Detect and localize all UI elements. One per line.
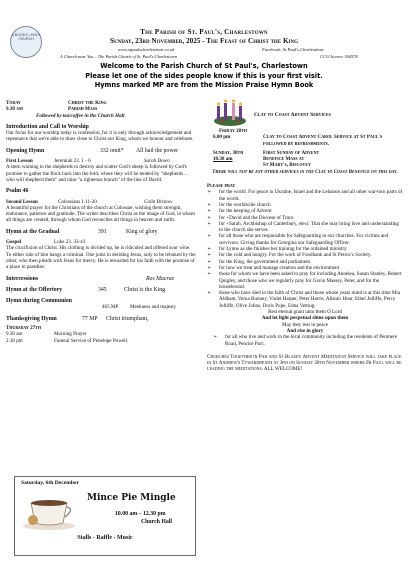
friday-time: 6.00 pm [213,134,231,141]
coffee-cup-icon [21,493,77,531]
service-time: 9.30 am [6,106,23,113]
thursday-time-2: 2.30 pm [6,337,23,344]
welcome-line-3: Hymns marked MP are from the Mission Praise Hymn Book [94,81,314,89]
sunday-event [207,150,403,169]
prayer-item: ➢ for the world. For peace in Ukraine, Israel and the Lebanon and all other war-torn parts of the world. [207,189,403,202]
first-lesson-ref: Jeremiah 23. 1 - 6 [54,158,91,165]
offertory-hymn-label: Hymn at the Offertory [6,286,63,293]
gradual-hymn-row [6,229,196,235]
offertory-hymn-row [6,287,196,293]
order-of-service [6,100,196,344]
welcome-line-1: Welcome to the Parish Church of St Paul's, Charlestown [100,62,308,70]
second-lesson-text: A beautiful prayer for the Christians of the church at Colossae, wishing them strength, endurance, patience and gratitude. The writer describes Christ as the image of God, in whom all things are created, through whom God reconciles all things in heaven and earth. [6,204,196,224]
communion-hymn-label: Hymn during Communion [6,298,73,305]
thursday-time-1: 9.30 am [6,331,23,338]
second-lesson-reader: Colin Bristow [144,198,173,205]
no-services-note: There will not be any other services in the Clay to Coast Benefice on this day. [212,168,398,175]
intro-heading: Introduction and Call to Worship [6,123,89,130]
tagline: A Church near You – The Parish Church of St. Paul's Charlestown [60,54,177,59]
rest-line-3: May they rest in peace [281,321,329,328]
opening-hymn-title: All hail the power [136,147,179,154]
thursday-desc-1: Morning Prayer [54,331,87,338]
prayer-item: ➢ for how we treat and manage creation and the environment [207,265,403,271]
prayer-item: ➢ for the keeping of Advent [207,208,403,214]
communion-hymn-number: 465 MP [102,304,119,311]
mince-place: Church Hall [141,519,172,525]
friday-desc: Clay to Coast Advent Carol Service at St Paul's followed by refreshments. [263,134,383,147]
psalm: Psalm 46 [6,188,29,195]
followed-by-note: Followed by tea/coffee in the Church Hall [36,112,125,119]
mince-title: Mince Pie Mingle [87,493,176,503]
communion-hymn-title: Meekness and majesty [130,304,177,311]
opening-hymn-label: Opening Hymn [6,147,45,154]
mince-pie-mingle-box [14,476,196,556]
second-lesson-row [6,199,196,205]
prayer-item: ➢ for Lynne as she finishes her training for the ordained ministry. [207,246,403,252]
gradual-hymn-label: Hymn at the Gradual [6,228,60,235]
sunday-time: 10.30 am [213,156,233,163]
rest-eternal-prayer [207,309,403,334]
advent-wreath-icon [212,94,248,128]
friday-event [207,134,403,147]
mince-date: Saturday, 6th December [21,480,79,486]
sunday-desc-2: Benefice Mass at [263,156,305,163]
logo-text: A BOOKS • HOLY CHURCH [11,33,41,41]
sunday-desc-1: First Sunday of Advent [263,149,320,156]
advent-services [207,128,403,373]
welcome-line-2: Please let one of the sides people know if this is your first visit. [85,71,323,80]
thanksgiving-hymn-number: 77 MP [82,315,98,322]
intercessions-label: Intercessions [6,275,39,282]
prayer-list-final [207,334,403,347]
intercessions-row [6,276,196,282]
thursday-heading: Thursday 27th [6,325,41,332]
prayer-item: ➢ for all those who are responsible for Safeguarding in our churches. For victims and survivors. Giving thanks for Georgina our Safeguarding Officer. [207,233,403,246]
ccli-licence: CCLI licence 304578 [320,54,358,59]
mince-time: 10.00 am – 12.30 pm [115,511,166,517]
thursday-desc-2: Funeral Service of Penelope Powell. [54,337,129,344]
sunday-desc-3: St Mary's, Biscovey [263,162,311,169]
thursday-event-2 [6,338,196,344]
service-name: Parish Mass [68,106,98,113]
service-date-title: Sunday, 23rd November, 2025 - The Feast of Christ the King [110,37,298,45]
communion-hymn-row [6,304,196,310]
second-lesson-label: Second Lesson [6,198,38,205]
today-label: Today [6,100,21,106]
welcome-banner [0,62,408,91]
second-lesson-ref: Colossians 1.11-20 [58,198,97,205]
prayer-item: ➢ those for whom we have been asked to pray for including Annelea, Susan Stanley, Robert Quigley, and those who we regularly pray for Gavin Massey, Peter, and for the housebound. [207,271,403,290]
mince-stalls: Stalls - Raffle - Music [77,535,133,541]
gospel-text: The crucifixion of Christ. His clothing is divided up, he is ridiculed and offered sour wine. To either side of him hangs a criminal. One joins in deriding Jesus, only to be rebuked by the other, who then pleads with Jesus for mercy. He is rewarded for his faith with the promise of a place in paradise. [6,245,196,271]
first-lesson-reader: Sarah Down [144,158,170,165]
gospel-ref: Luke 23. 33-43 [54,239,86,246]
facebook-text: Facebook: St Paul's Charlestown [262,47,324,52]
first-lesson-label: First Lesson [6,158,33,165]
opening-hymn-number: 332 omit* [100,147,124,154]
advent-services-title: Clay to Coast Advent Services [254,112,331,118]
please-pray-heading: Please pray [207,183,236,190]
sunday-label: Sunday, 30th [213,149,244,156]
rest-line-4: And rise in glory [286,327,324,334]
prayer-list [207,189,403,309]
prayer-item: ➢ for +Sarah, Archbishop of Canterbury, elect. That she may bring love and understanding to the church she serves. [207,221,403,234]
churches-together-note: Churches Together in Par and St Blazey Advent Meditation Service will take place in St Andrew's Tywardreath at 3pm on Sunday 30th November where Fr Paul will be leading the meditations. ALL WELCOME! [207,353,402,373]
thanksgiving-hymn-title: Christ triumphant, [106,315,149,322]
prayer-item: ➢ for the King, the government and parliament. [207,259,403,265]
offertory-hymn-number: 345 [98,286,107,293]
prayer-item: ➢ for the worldwide church [207,202,403,208]
website-link[interactable]: www.stpaulscharlestown.co.uk [118,47,175,52]
opening-hymn-row [6,148,196,154]
intro-text: Our focus for our worship today is confession, for it is only through acknowledgement and repentance that we're able to draw close to Christ our King, whom we honour and celebrate. [6,130,194,143]
rest-line-2: And let light perpetual shine upon them [261,315,349,322]
prayer-item: ➢ for +David and the Diocese of Truro [207,215,403,221]
prayer-item: ➢ those who have died in the faith of Christ and those whose years mind is at this time Mia Aldham, Verna Bunney, Violet Harper, Peter Harris, Alistair Hoar, Ethel Jolliffe, Percy Jolliffe, Olive Johns, Doris Pope, Edna Vetting. [207,290,403,309]
parish-title: The Parish of St. Paul's, Charlestown [140,28,268,36]
gospel-row [6,239,196,245]
today-value: Christ the King [68,100,107,106]
thanksgiving-hymn-label: Thanksgiving Hymn [6,315,57,322]
thanksgiving-hymn-row [6,316,196,322]
gradual-hymn-title: King of glory [126,228,158,235]
prayer-item: ➢ for the cold and hungry. For the work of Foodbank and St Petroc's Society. [207,252,403,258]
first-lesson-row [6,158,196,164]
first-lesson-text: A stern warning to the shepherds to destroy and scatter God's sheep is followed by God's promise to gather the flock back into the fold, where they will be tended by "shepherds… who will shepherd them" and raise "a righteous branch" of the line of David. [6,164,189,183]
prayer-item: ➢ for all who live and work in the local community including the residents of Penmere Road, Penrice Parc. [213,334,403,347]
gospel-label: Gospel [6,239,22,246]
intercessions-leader: Ros Macrae [146,275,175,282]
rest-line-1: Rest eternal grant unto them O Lord [268,309,342,316]
offertory-hymn-title: Christ is the King [124,286,166,293]
gradual-hymn-number: 391 [98,228,107,235]
friday-heading: Friday 28th [219,128,248,134]
